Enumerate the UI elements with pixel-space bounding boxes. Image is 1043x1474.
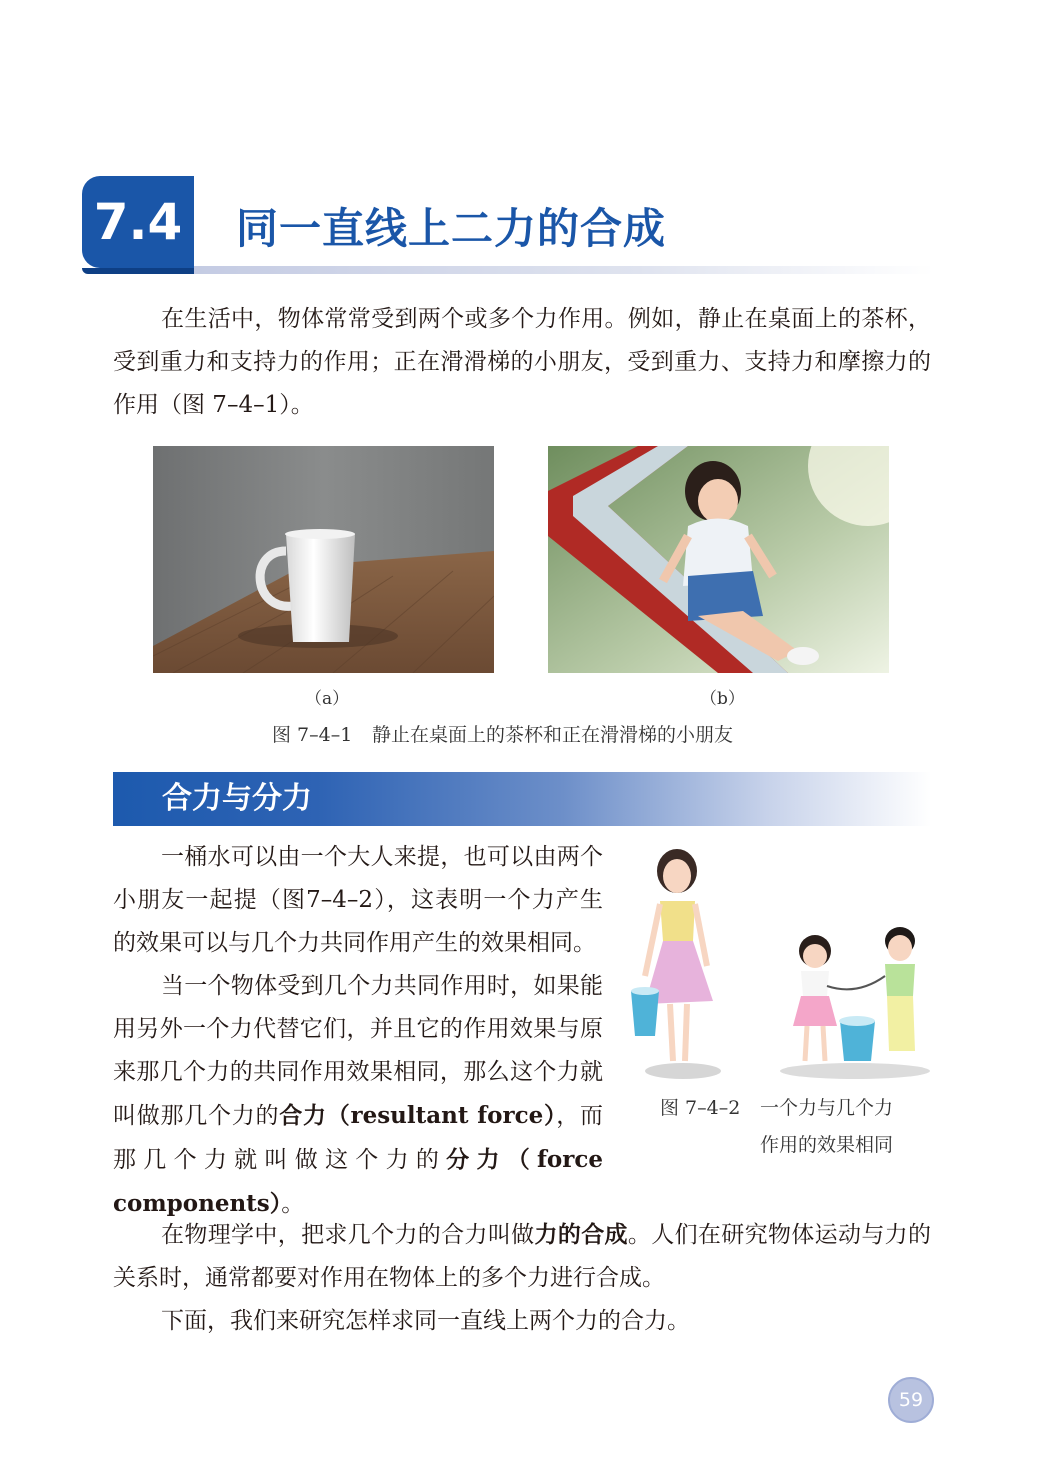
definition-text-start: 当一个物体受到几个力共同作用时，如果能用另外一个力代替它们，并且它的作用效果与原来那几个力的共同作用效果相同，那么这个力就叫做那几个力的 <box>113 973 603 1129</box>
definition-text-middle: ，而那几个力就叫做这个力的 <box>113 1103 604 1173</box>
section-title: 同一直线上二力的合成 <box>236 204 667 253</box>
page-number: 59 <box>888 1377 934 1423</box>
paragraph-resultant-definition <box>113 965 603 1226</box>
bottom-text <box>113 1213 931 1343</box>
figure-label-b: （b） <box>700 689 745 709</box>
figure2-caption-line2: 作用的效果相同 <box>760 1134 894 1156</box>
composition-text-end: 。人们在研究物体运动与力的关系时，通常都要对作用在物体上的多个力进行合成。 <box>113 1222 931 1291</box>
illustration-adult-and-children-carrying-bucket <box>615 846 940 1086</box>
figure2-caption-number: 图 7–4–2 <box>660 1097 741 1119</box>
paragraph-bucket-example: 一桶水可以由一个大人来提，也可以由两个小朋友一起提（图7–4–2），这表明一个力产生的效果可以与几个力共同作用产生的效果相同。 <box>113 844 603 956</box>
intro-paragraph: 在生活中，物体常常受到两个或多个力作用。例如，静止在桌面上的茶杯，受到重力和支持力的作用；正在滑滑梯的小朋友，受到重力、支持力和摩擦力的作用（图 7–4–1）。 <box>113 306 931 418</box>
paragraph-next-topic: 下面，我们来研究怎样求同一直线上两个力的合力。 <box>161 1308 690 1334</box>
figure1-caption-number: 图 7–4–1 <box>272 724 353 746</box>
figure1-caption-text: 静止在桌面上的茶杯和正在滑滑梯的小朋友 <box>372 724 734 746</box>
term-composition: 力的合成 <box>534 1221 628 1248</box>
paragraph-composition-definition <box>113 1213 931 1300</box>
section-underline <box>194 266 934 274</box>
photo-cup-on-table <box>153 446 494 673</box>
definition-text-end: 。 <box>281 1191 305 1217</box>
term-resultant-english: （resultant force） <box>326 1102 557 1129</box>
term-components: 分力 <box>446 1146 507 1173</box>
term-resultant: 合力 <box>279 1102 327 1129</box>
figure2-caption-line1: 一个力与几个力 <box>760 1097 894 1119</box>
composition-text-start: 在物理学中，把求几个力的合力叫做 <box>161 1222 535 1248</box>
term-components-english: （force components） <box>113 1146 604 1217</box>
subsection-title: 合力与分力 <box>162 781 312 816</box>
figure-label-a: （a） <box>305 689 350 709</box>
left-column-text <box>113 836 603 1226</box>
photo-child-on-slide <box>548 446 889 673</box>
section-number: 7.4 <box>93 193 183 251</box>
